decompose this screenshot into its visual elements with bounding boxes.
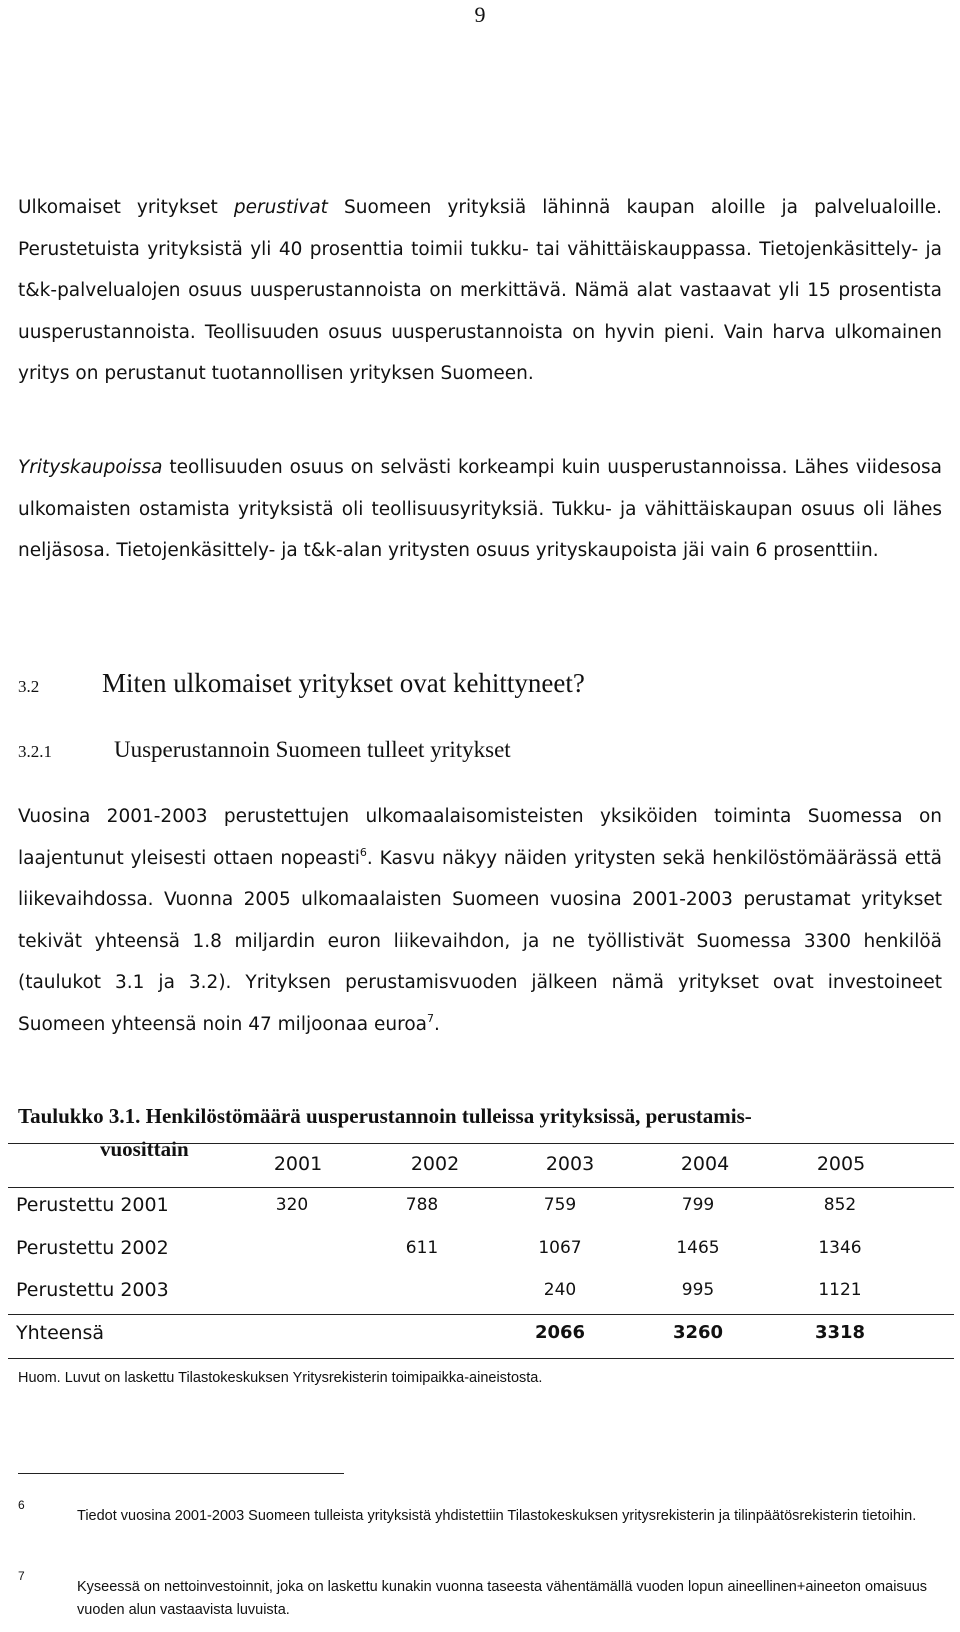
footnote-ref-7: 7	[426, 1011, 434, 1025]
table-cell: 3318	[814, 1322, 866, 1343]
heading-number: 3.2	[18, 677, 40, 696]
table-cell: 611	[405, 1238, 439, 1258]
table-cell: 1121	[818, 1280, 862, 1300]
footnote-separator	[18, 1473, 344, 1474]
caption-line-1: Taulukko 3.1. Henkilöstömäärä uusperustannoin tulleissa yrityksissä, perustamis-	[18, 1104, 752, 1128]
caption-line-2: vuosittain	[100, 1137, 189, 1161]
table-header-rule	[8, 1187, 954, 1188]
year-header: 2001	[273, 1153, 323, 1175]
row-label: Perustettu 2001	[16, 1194, 169, 1216]
heading-title: Uusperustannoin Suomeen tulleet yritykset	[114, 737, 511, 762]
row-label: Perustettu 2003	[16, 1279, 169, 1301]
footnote-number: 6	[18, 1498, 25, 1512]
heading-title: Miten ulkomaiset yritykset ovat kehittyneet?	[102, 668, 585, 698]
footnote-number: 7	[18, 1569, 25, 1583]
paragraph-acquisitions	[18, 447, 942, 572]
table-cell: 3260	[672, 1322, 724, 1343]
footnote-text: Tiedot vuosina 2001-2003 Suomeen tulleista yrityksistä yhdistettiin Tilastokeskuksen yritysrekisterin ja tilinpäätösrekisterin tietoihin.	[77, 1508, 917, 1524]
table-cell: 2066	[534, 1322, 586, 1343]
heading-number: 3.2.1	[18, 742, 52, 761]
para3-b: . Kasvu näkyy näiden yritysten sekä henkilöstömäärässä että liikevaihdossa. Vuonna 2005 ulkomaalaisten Suomeen vuosina 2001-2003 perustamat yritykset tekivät yhteensä 1.8 miljardin euron liikevaihdon, ja ne työllistivät Suomessa 3300 henkilöä (taulukot 3.1 ja 3.2). Yrityksen perustamisvuoden jälkeen nämä yritykset ovat investoineet Suomeen yhteensä noin 47 miljoonaa euroa	[18, 847, 942, 1035]
table-cell: 240	[543, 1280, 577, 1300]
table-cell: 995	[681, 1280, 715, 1300]
para2-post: teollisuuden osuus on selvästi korkeampi kuin uusperustannoissa. Lähes viidesosa ulkomaisten ostamista yrityksistä oli teollisuusyrityksiä. Tukku- ja vähittäiskaupan osuus oli lähes neljäsosa. Tietojenkäsittely- ja t&k-alan yritysten osuus yrityskaupoista jäi vain 6 prosenttiin.	[18, 457, 942, 561]
row-label: Perustettu 2002	[16, 1237, 169, 1259]
page-number: 9	[474, 2, 486, 27]
paragraph-growth	[18, 796, 942, 1045]
year-header: 2002	[410, 1153, 460, 1175]
row-label: Yhteensä	[16, 1322, 105, 1344]
para1-post: Suomeen yrityksiä lähinnä kaupan aloille ja palvelualoille. Perustetuista yrityksistä yli 40 prosenttia toimii tukku- tai vähittäiskauppassa. Tietojenkäsittely- ja t&k-palvelualojen osuus uusperustannoista on merkittävä. Nämä alat vastaavat yli 15 prosentista uusperustannoista. Teollisuuden osuus uusperustannoista on hyvin pieni. Vain harva ulkomainen yritys on perustanut tuotannollisen yrityksen Suomeen.	[18, 197, 942, 384]
year-header: 2004	[680, 1153, 730, 1175]
table-bottom-rule	[8, 1358, 954, 1359]
table-cell: 852	[823, 1195, 857, 1215]
table-total-rule	[8, 1314, 954, 1315]
footnote-text: Kyseessä on nettoinvestoinnit, joka on laskettu kunakin vuonna taseesta vähentämällä vuoden lopun aineellinen+aineeton omaisuus vuoden alun vastaavista luvuista.	[77, 1579, 928, 1618]
para1-pre: Ulkomaiset yritykset	[18, 197, 234, 218]
table-top-rule	[8, 1143, 954, 1144]
paragraph-foreign-founding	[18, 187, 942, 395]
para3-a: Vuosina 2001-2003 perustettujen ulkomaalaisomisteisten yksiköiden toiminta Suomessa on laajentunut yleisesti ottaen nopeasti	[18, 806, 942, 869]
table-cell: 1465	[676, 1238, 720, 1258]
table-cell: 1067	[538, 1238, 582, 1258]
table-cell: 788	[405, 1195, 439, 1215]
footnote-ref-6: 6	[359, 845, 367, 859]
para3-c: .	[433, 1013, 440, 1035]
table-cell: 799	[681, 1195, 715, 1215]
para1-emphasis: perustivat	[233, 197, 328, 218]
table-cell: 759	[543, 1195, 577, 1215]
section-heading-3-2	[18, 668, 585, 699]
year-header: 2005	[816, 1153, 866, 1175]
para2-emphasis: Yrityskaupoissa	[18, 457, 163, 478]
table-cell: 320	[275, 1195, 309, 1215]
section-heading-3-2-1	[18, 737, 511, 763]
year-header: 2003	[545, 1153, 595, 1175]
table-note: Huom. Luvut on laskettu Tilastokeskuksen Yritysrekisterin toimipaikka-aineistosta.	[18, 1370, 543, 1386]
table-cell: 1346	[818, 1238, 862, 1258]
